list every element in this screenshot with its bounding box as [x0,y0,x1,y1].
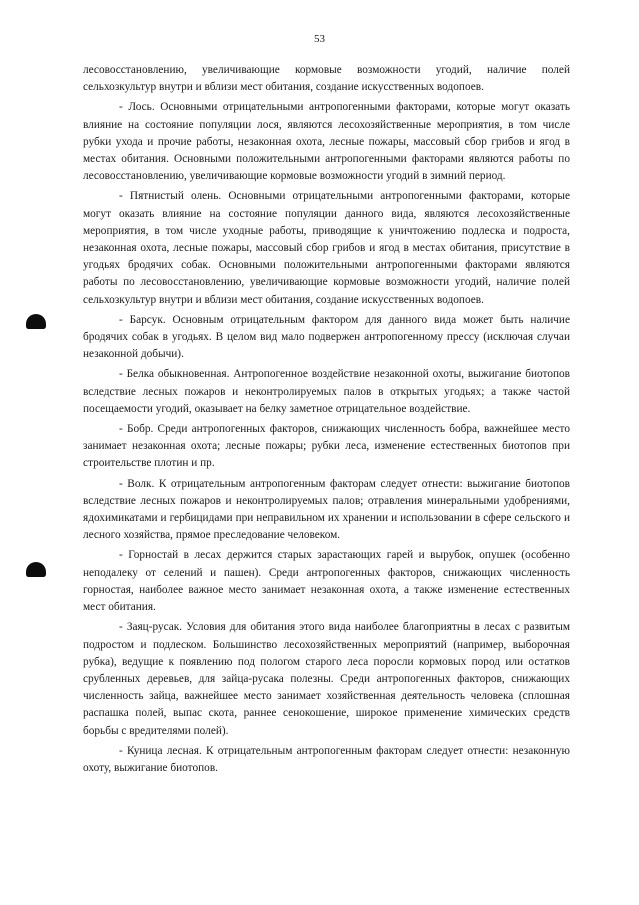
binder-hole-mark [26,314,46,329]
paragraph: - Барсук. Основным отрицательным фактором для данного вида может быть наличие бродячих собак в угодьях. В целом вид мало подвержен антропогенному прессу (исключая случаи незаконной добычи). [83,313,570,361]
paragraph: - Горностай в лесах держится старых зарастающих гарей и вырубок, опушек (особенно неподалеку от селений и пашен). Среди антропогенных факторов, снижающих численность горностая, наиболее важное место занимает незаконная охота, а также изменение естественных мест обитания. [83,549,570,614]
paragraph: лесовосстановлению, увеличивающие кормовые возможности угодий, наличие полей сельхозкультур внутри и вблизи мест обитания, создание искусственных водопоев. [83,64,570,94]
paragraph: - Бобр. Среди антропогенных факторов, снижающих численность бобра, важнейшее место занимает незаконная охота; лесные пожары; рубки леса, изменение естественных биотопов при строительстве плотин и пр. [83,423,570,470]
paragraph: - Заяц-русак. Условия для обитания этого вида наиболее благоприятны в лесах с развитым подростом и подлеском. Большинство лесохозяйственных мероприятий (например, выборочная рубка), ведущие к появлению под пологом старого леса поросли кормовых пород или остатков срубленных деревьев, для зайца-русака полезны. Среди антропогенных факторов, снижающих численность зайца, важнейшее место занимает хозяйственная деятельность человека (сплошная распашка полей, выпас скота, раннее сенокошение, широкое применение химических средств борьбы с вредителями полей). [83,621,570,737]
paragraph: - Пятнистый олень. Основными отрицательными антропогенными факторами, которые могут оказать влияние на состояние популяции данного вида, являются лесохозяйственные мероприятия, в том числе уходные работы, приводящие к уничтожению подлеска и подроста, незаконная охота, лесные пожары, массовый сбор грибов и ягод в местах обитания, присутствие в угодьях бродячих собак. Основными положительными антропогенными факторами являются работы по лесовосстановлению, увеличивающие кормовые возможности угодий, наличие полей сельхозкультур внутри и вблизи мест обитания, создание искусственных водопоев. [83,190,570,306]
paragraph: - Волк. К отрицательным антропогенным факторам следует отнести: выжигание биотопов вследствие лесных пожаров и неконтролируемых палов; отравления минеральными удобрениями, ядохимикатами и гербицидами при неправильном их хранении и использовании в сфере сельского и лесного хозяйства, прямое преследование человеком. [83,477,570,542]
binder-hole-mark [26,562,46,577]
paragraph: - Лось. Основными отрицательными антропогенными факторами, которые могут оказать влияние на состояние популяции лося, являются лесохозяйственные мероприятия, в том числе рубки ухода и прочие работы, незаконная охота, лесные пожары, массовый сбор грибов и ягод в местах обитания. Основными положительными антропогенными факторами являются работы по лесовосстановлению, увеличивающие кормовые возможности угодий в зимний период. [83,101,570,183]
paragraph: - Белка обыкновенная. Антропогенное воздействие незаконной охоты, выжигание биотопов вследствие лесных пожаров и неконтролируемых палов в открытых угодьях; а также частой посещаемости угодий, оказывает на белку заметное отрицательное воздействие. [83,368,570,415]
page-number: 53 [314,33,325,45]
paragraph: - Куница лесная. К отрицательным антропогенным факторам следует отнести: незаконную охоту, выжигание биотопов. [83,744,570,774]
document-body [83,62,570,780]
